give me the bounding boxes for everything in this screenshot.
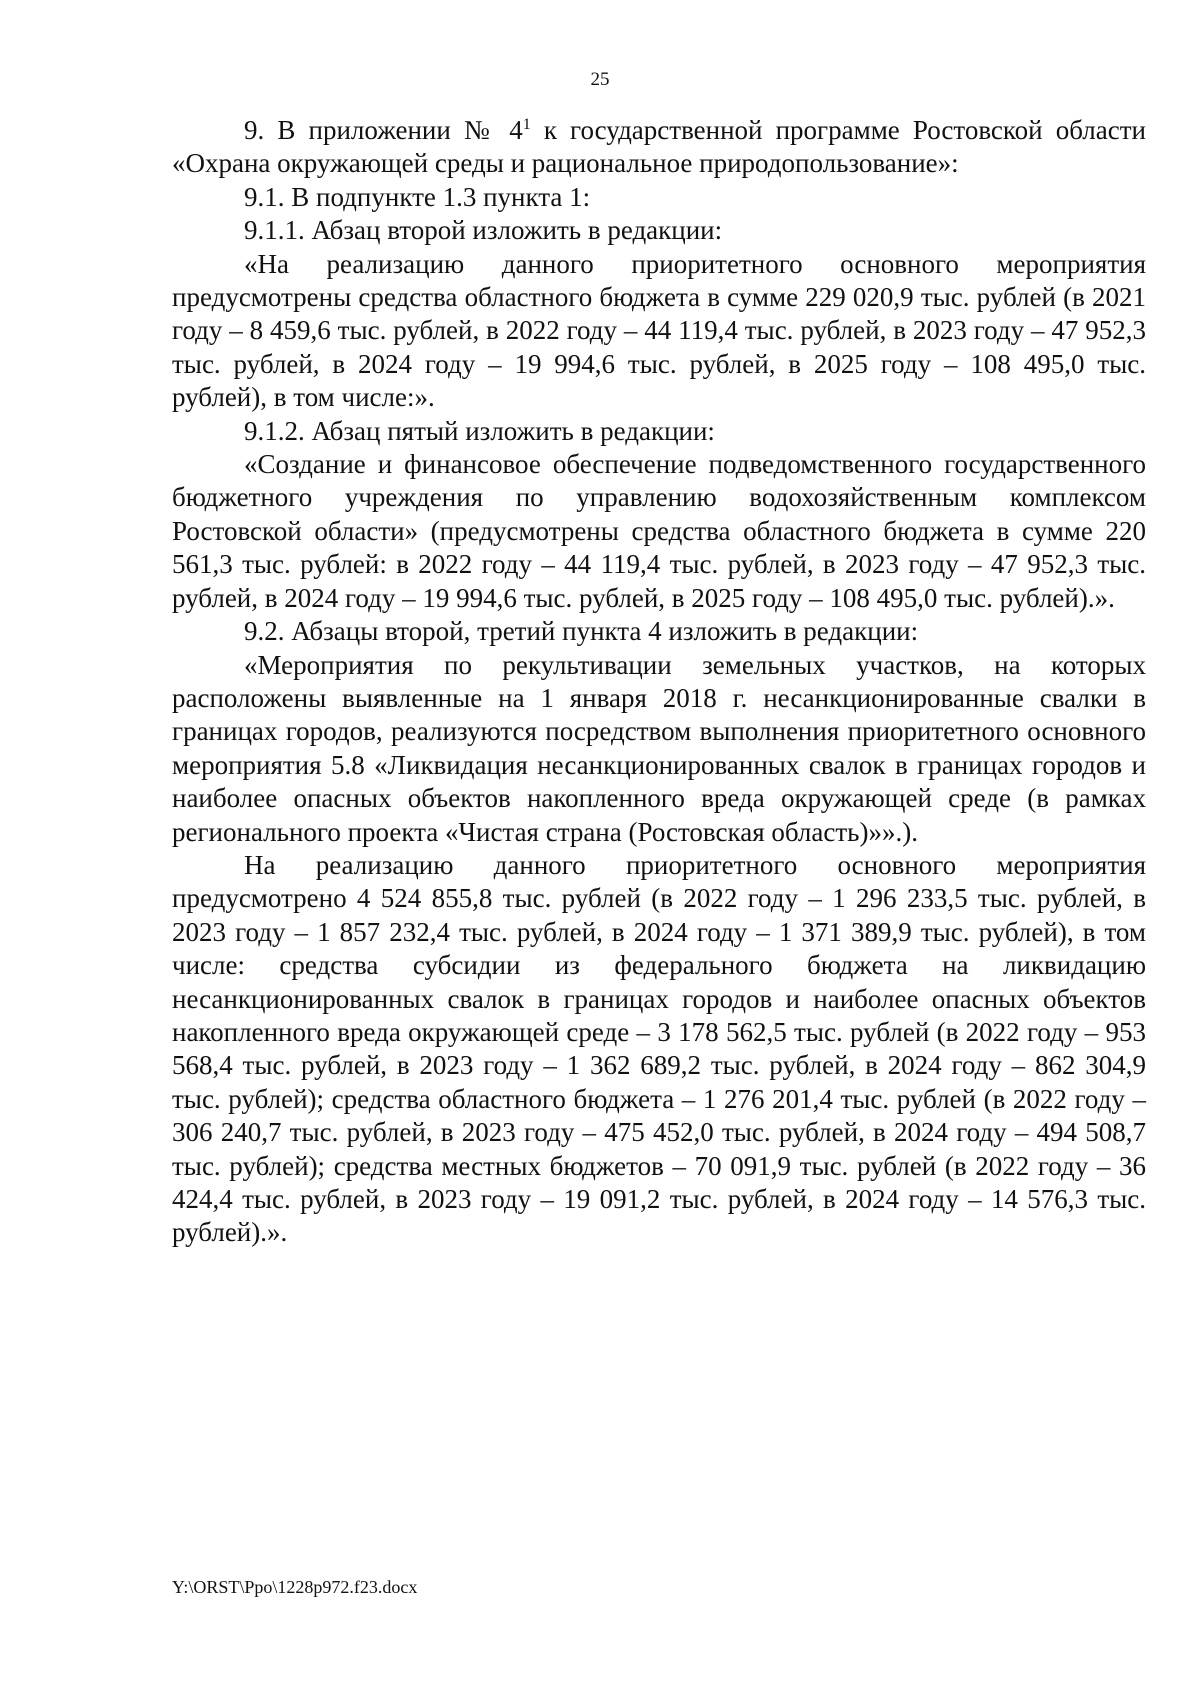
paragraph-item-9-text: 9. В приложении № 4 <box>244 115 523 145</box>
page-number: 25 <box>590 69 610 90</box>
paragraph-item-9 <box>172 114 1146 181</box>
paragraph-funding-details: На реализацию данного приоритетного основного мероприятия предусмотрено 4 524 855,8 тыс. рублей (в 2022 году – 1 296 233,5 тыс. рублей, в 2023 году – 1 857 232,4 тыс. рублей, в 2024 году – 1 371 389,9 тыс. рублей), в том числе: средства субсидии из федерального бюджета на ликвидацию несанкционированных свалок в границах городов и наиболее опасных объектов накопленного вреда окружающей среде – 3 178 562,5 тыс. рублей (в 2022 году – 953 568,4 тыс. рублей, в 2023 году – 1 362 689,2 тыс. рублей, в 2024 году – 862 304,9 тыс. рублей); средства областного бюджета – 1 276 201,4 тыс. рублей (в 2022 году – 306 240,7 тыс. рублей, в 2023 году – 475 452,0 тыс. рублей, в 2024 году – 494 508,7 тыс. рублей); средства местных бюджетов – 70 091,9 тыс. рублей (в 2022 году – 36 424,4 тыс. рублей, в 2023 году – 19 091,2 тыс. рублей, в 2024 году – 14 576,3 тыс. рублей).». <box>172 849 1146 1248</box>
paragraph-item-9-2: 9.2. Абзацы второй, третий пункта 4 изложить в редакции: <box>244 616 919 647</box>
quoted-paragraph-recultivation: «Мероприятия по рекультивации земельных участков, на которых расположены выявленные на 1 января 2018 г. несанкционированные свалки в границах городов, реализуются посредством выполнения приоритетного основного мероприятия 5.8 «Ликвидация несанкционированных свалок в границах городов и наиболее опасных объектов накопленного вреда окружающей среде (в рамках регионального проекта «Чистая страна (Ростовская область)»».). <box>172 649 1146 847</box>
paragraph-item-9-1-1: 9.1.1. Абзац второй изложить в редакции: <box>244 215 723 246</box>
quoted-paragraph-institution: «Создание и финансовое обеспечение подведомственного государственного бюджетного учреждения по управлению водохозяйственным комплексом Ростовской области» (предусмотрены средства областного бюджета в сумме 220 561,3 тыс. рублей: в 2022 году – 44 119,4 тыс. рублей, в 2023 году – 47 952,3 тыс. рублей, в 2024 году – 19 994,6 тыс. рублей, в 2025 году – 108 495,0 тыс. рублей).». <box>172 449 1146 613</box>
quoted-paragraph-funding: «На реализацию данного приоритетного основного мероприятия предусмотрены средства областного бюджета в сумме 229 020,9 тыс. рублей (в 2021 году – 8 459,6 тыс. рублей, в 2022 году – 44 119,4 тыс. рублей, в 2023 году – 47 952,3 тыс. рублей, в 2024 году – 19 994,6 тыс. рублей, в 2025 году – 108 495,0 тыс. рублей), в том числе:». <box>172 248 1146 413</box>
paragraph-item-9-1-2: 9.1.2. Абзац пятый изложить в редакции: <box>244 415 715 446</box>
superscript-index: 1 <box>522 116 531 133</box>
paragraph-item-9-1: 9.1. В подпункте 1.3 пункта 1: <box>244 181 591 212</box>
paragraph-item-9-text-continued: к государственной программе Ростовской области «Охрана окружающей среды и рациональное природопользование»: <box>172 115 1146 179</box>
footer-file-path: Y:\ORST\Ppo\1228p972.f23.docx <box>172 1577 418 1597</box>
document-body <box>172 114 1146 1250</box>
